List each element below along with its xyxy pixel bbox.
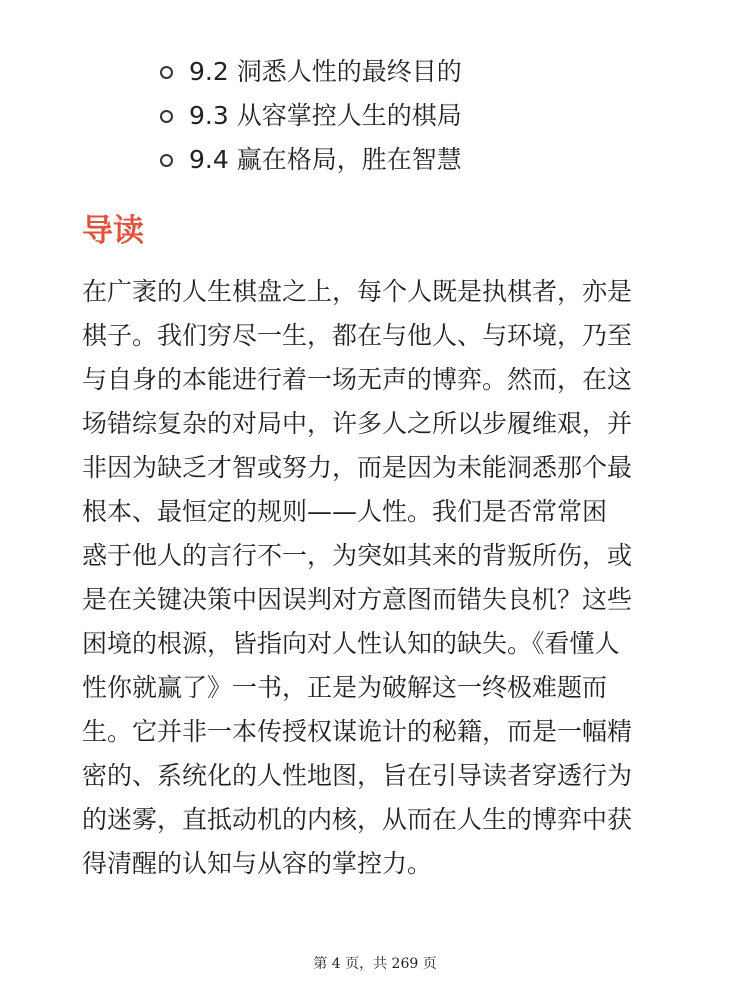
hollow-circle-bullet-icon <box>160 154 173 167</box>
paragraph-line: 惑于他人的言行不一，为突如其来的背叛所伤，或 <box>82 541 633 570</box>
hollow-circle-bullet-icon <box>160 110 173 123</box>
toc-item-label[interactable]: 9.2 洞悉人性的最终目的 <box>189 57 462 86</box>
section-heading: 导读 <box>82 213 144 249</box>
paragraph-line: 密的、系统化的人性地图，旨在引导读者穿透行为 <box>82 761 633 790</box>
paragraph-line: 非因为缺乏才智或努力，而是因为未能洞悉那个最 <box>82 453 633 482</box>
toc-item-9-2[interactable] <box>160 50 720 94</box>
toc-item-9-3[interactable] <box>160 94 720 138</box>
intro-paragraph <box>82 270 672 886</box>
paragraph-line: 的迷雾，直抵动机的内核，从而在人生的博弈中获 <box>82 805 633 834</box>
toc-item-label[interactable]: 9.3 从容掌控人生的棋局 <box>189 101 462 130</box>
paragraph-line: 场错综复杂的对局中，许多人之所以步履维艰，并 <box>82 409 633 438</box>
paragraph-line: 困境的根源，皆指向对人性认知的缺失。《看懂人 <box>82 629 620 658</box>
table-of-contents-list <box>160 50 720 182</box>
paragraph-line: 与自身的本能进行着一场无声的博弈。然而，在这 <box>82 365 633 394</box>
paragraph-line: 性你就赢了》一书，正是为破解这一终极难题而 <box>82 673 608 702</box>
paragraph-line: 是在关键决策中因误判对方意图而错失良机？这些 <box>82 585 633 614</box>
paragraph-line: 棋子。我们穷尽一生，都在与他人、与环境，乃至 <box>82 321 633 350</box>
paragraph-line: 得清醒的认知与从容的掌控力。 <box>82 849 433 878</box>
paragraph-line: 在广袤的人生棋盘之上，每个人既是执棋者，亦是 <box>82 277 633 306</box>
paragraph-line: 根本、最恒定的规则——人性。我们是否常常困 <box>82 497 608 526</box>
hollow-circle-bullet-icon <box>160 66 173 79</box>
toc-item-label[interactable]: 9.4 赢在格局，胜在智慧 <box>189 145 462 174</box>
toc-item-9-4[interactable] <box>160 138 720 182</box>
page-number-footer: 第 4 页，共 269 页 <box>313 956 437 972</box>
paragraph-line: 生。它并非一本传授权谋诡计的秘籍，而是一幅精 <box>82 717 633 746</box>
